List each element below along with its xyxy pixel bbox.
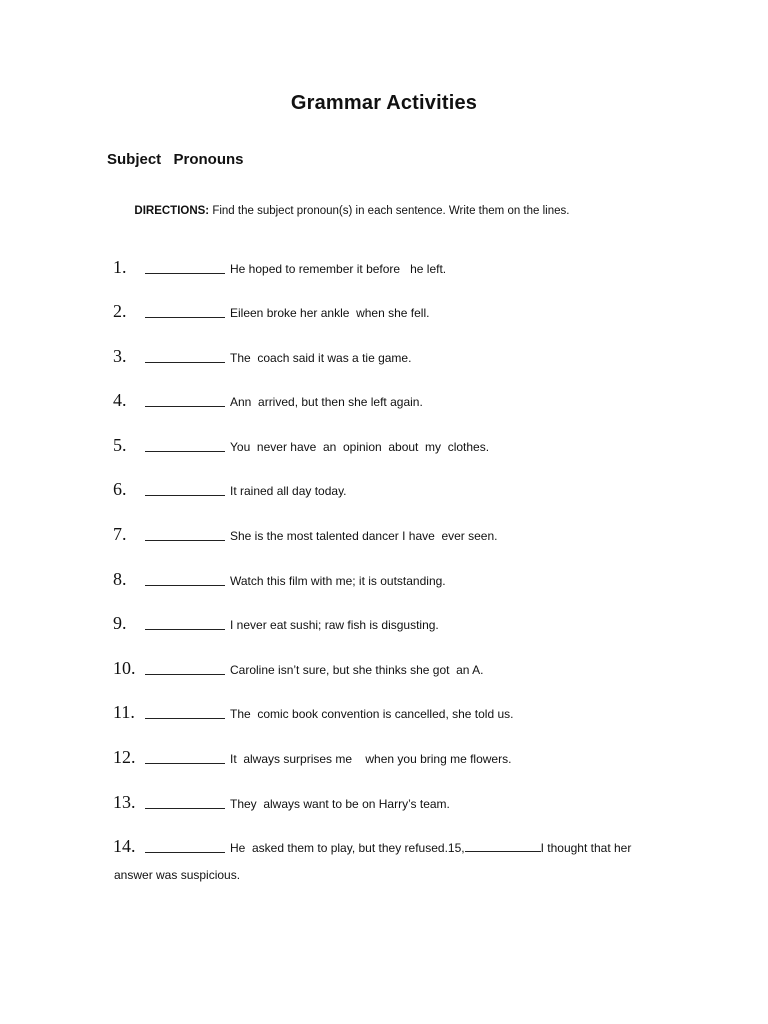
- directions-text: Find the subject pronoun(s) in each sentence. Write them on the lines.: [209, 205, 570, 217]
- answer-blank[interactable]: [145, 763, 225, 764]
- item-number: 13.: [113, 792, 136, 812]
- item-number: 9.: [113, 613, 127, 633]
- item-sentence: Eileen broke her ankle when she fell.: [230, 306, 430, 320]
- item-number: 2.: [113, 301, 127, 321]
- answer-blank[interactable]: [145, 852, 225, 853]
- answer-blank[interactable]: [145, 406, 225, 407]
- item-sentence: The comic book convention is cancelled, she told us.: [230, 707, 514, 721]
- item-number: 1.: [113, 257, 127, 277]
- item-sentence: It rained all day today.: [230, 484, 347, 498]
- item-sentence: He hoped to remember it before he left.: [230, 262, 447, 276]
- item-sentence-head: He asked them to play, but they refused.15,: [230, 841, 465, 855]
- section-heading: Subject Pronouns: [107, 151, 244, 168]
- answer-blank[interactable]: [145, 317, 225, 318]
- item-sentence: The coach said it was a tie game.: [230, 351, 412, 365]
- item-number: 12.: [113, 747, 136, 767]
- answer-blank[interactable]: [145, 495, 225, 496]
- item-number: 11.: [113, 702, 135, 722]
- directions: [128, 193, 569, 217]
- item-number: 14.: [113, 836, 136, 856]
- page-title: Grammar Activities: [290, 92, 478, 114]
- item-sentence: Watch this film with me; it is outstanding.: [230, 574, 446, 588]
- answer-blank[interactable]: [145, 629, 225, 630]
- item-sentence: She is the most talented dancer I have ever seen.: [230, 529, 498, 543]
- item-number: 8.: [113, 569, 127, 589]
- answer-blank[interactable]: [465, 841, 541, 852]
- item-sentence: They always want to be on Harry’s team.: [230, 797, 450, 811]
- item-sentence: It always surprises me when you bring me flowers.: [230, 752, 512, 766]
- answer-blank[interactable]: [145, 273, 225, 274]
- item-number: 3.: [113, 346, 127, 366]
- item-sentence: You never have an opinion about my clothes.: [230, 440, 490, 454]
- directions-label: DIRECTIONS:: [134, 205, 210, 217]
- answer-blank[interactable]: [145, 362, 225, 363]
- item-number: 5.: [113, 435, 127, 455]
- answer-blank[interactable]: [145, 674, 225, 675]
- item-sentence: [230, 841, 631, 854]
- item-continuation: answer was suspicious.: [114, 868, 241, 882]
- item-sentence: Caroline isn’t sure, but she thinks she got an A.: [230, 663, 484, 677]
- item-sentence: I never eat sushi; raw fish is disgusting.: [230, 618, 439, 632]
- item-number: 4.: [113, 390, 127, 410]
- item-number: 7.: [113, 524, 127, 544]
- answer-blank[interactable]: [145, 718, 225, 719]
- answer-blank[interactable]: [145, 585, 225, 586]
- item-number: 6.: [113, 479, 127, 499]
- item-number: 10.: [113, 658, 136, 678]
- item-sentence: Ann arrived, but then she left again.: [230, 395, 423, 409]
- item-sentence-tail: I thought that her: [540, 841, 632, 855]
- answer-blank[interactable]: [145, 808, 225, 809]
- answer-blank[interactable]: [145, 540, 225, 541]
- answer-blank[interactable]: [145, 451, 225, 452]
